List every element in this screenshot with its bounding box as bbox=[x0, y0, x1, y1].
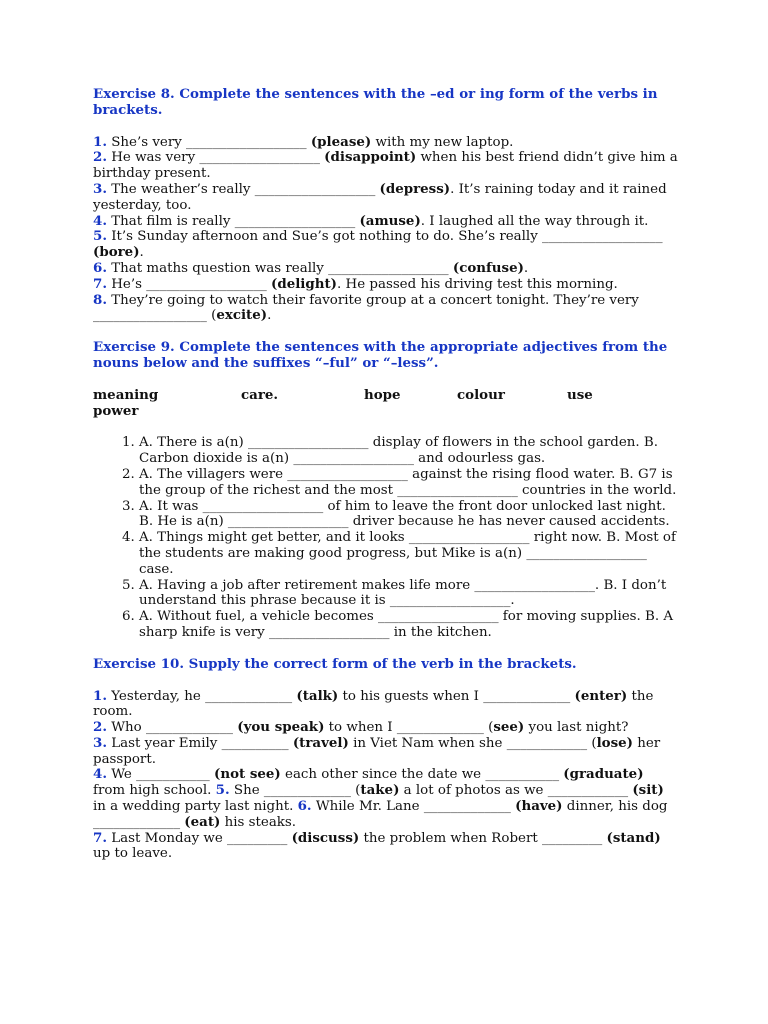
exercise-9-items bbox=[93, 435, 678, 640]
exercise-9-item: 1. A. There is a(n) __________________ display of flowers in the school garden. B. Carbon dioxide is a(n) __________________ and odourless gas. bbox=[139, 435, 678, 467]
worksheet bbox=[93, 87, 678, 862]
exercise-10-paragraph: 4. We ___________ (not see) each other since the date we ___________ (graduate) from high school. 5. She _____________ (take) a lot of photos as we ____________ (sit) in a wedding party last night. 6. While Mr. Lane _____________ (have) dinner, his dog _____________ (eat) his steaks. bbox=[93, 766, 668, 830]
exercise-10-item: 1. Yesterday, he _____________ (talk) to his guests when I _____________ (enter) the room. bbox=[93, 687, 654, 720]
word-bank-item: colour bbox=[457, 386, 505, 403]
exercise-10-item: 7. Last Monday we _________ (discuss) the problem when Robert _________ (stand) up to leave. bbox=[93, 829, 661, 862]
exercise-8-item: 7. He’s __________________ (delight). He passed his driving test this morning. bbox=[93, 275, 618, 292]
exercise-8-item: 6. That maths question was really __________________ (confuse). bbox=[93, 259, 529, 276]
word-bank bbox=[93, 388, 633, 404]
exercise-9-title: Exercise 9. Complete the sentences with the appropriate adjectives from the nouns below and the suffixes “–ful” or “–less”. bbox=[93, 339, 668, 371]
exercise-8-item: 2. He was very __________________ (disappoint) when his best friend didn’t give him a birthday present. bbox=[93, 149, 678, 182]
word-bank-item: hope bbox=[364, 386, 401, 403]
exercise-8-item: 8. They’re going to watch their favorite group at a concert tonight. They’re very _________________ (excite). bbox=[93, 291, 639, 324]
exercise-9-item: 2. A. The villagers were __________________ against the rising flood water. B. G7 is the group of the richest and the most __________________ countries in the world. bbox=[139, 467, 678, 499]
word-bank-item: care. bbox=[241, 386, 279, 403]
exercise-10-body bbox=[93, 689, 678, 863]
exercise-9-item: 3. A. It was __________________ of him to leave the front door unlocked last night. B. He is a(n) __________________ driver because he has never caused accidents. bbox=[139, 499, 678, 531]
exercise-10-item: 2. Who _____________ (you speak) to when I _____________ (see) you last night? bbox=[93, 719, 629, 736]
exercise-8-item: 5. It’s Sunday afternoon and Sue’s got nothing to do. She’s really __________________ (bore). bbox=[93, 228, 663, 261]
exercise-8-item: 1. She’s very __________________ (please) with my new laptop. bbox=[93, 133, 514, 150]
exercise-8-item: 4. That film is really __________________ (amuse). I laughed all the way through it. bbox=[93, 212, 649, 229]
exercise-9-item: 5. A. Having a job after retirement makes life more __________________. B. I don’t understand this phrase because it is __________________. bbox=[139, 578, 678, 610]
exercise-8-title: Exercise 8. Complete the sentences with the –ed or ing form of the verbs in brackets. bbox=[93, 86, 658, 118]
word-bank-item: meaning bbox=[93, 386, 159, 403]
exercise-10-title: Exercise 10. Supply the correct form of the verb in the brackets. bbox=[93, 655, 577, 672]
word-bank-item: use bbox=[567, 386, 593, 403]
exercise-8-item: 3. The weather’s really __________________ (depress). It’s raining today and it rained yesterday, too. bbox=[93, 180, 667, 213]
exercise-10-item: 3. Last year Emily __________ (travel) in Viet Nam when she ____________ (lose) her passport. bbox=[93, 734, 661, 767]
exercise-8-items bbox=[93, 135, 678, 325]
word-bank-item: power bbox=[93, 402, 139, 419]
exercise-9-item: 4. A. Things might get better, and it looks __________________ right now. B. Most of the students are making good progress, but Mike is a(n) __________________ case. bbox=[139, 530, 678, 577]
exercise-9-item: 6. A. Without fuel, a vehicle becomes __________________ for moving supplies. B. A sharp knife is very __________________ in the kitchen. bbox=[139, 609, 678, 641]
